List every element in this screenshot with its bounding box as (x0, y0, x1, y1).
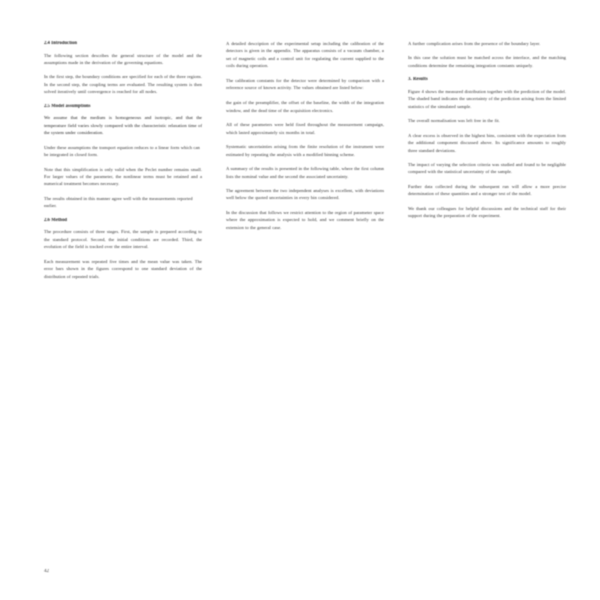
body-paragraph: The agreement between the two independent analyses is excellent, with deviations well below the quoted uncertainties in every bin considered. (226, 188, 384, 201)
body-paragraph: A clear excess is observed in the highest bins, consistent with the expectation from the additional component discussed above. Its significance amounts to roughly three standard deviations. (408, 132, 566, 153)
body-paragraph: A further complication arises from the presence of the boundary layer. (408, 41, 541, 46)
text-columns (44, 40, 566, 540)
body-paragraph: In this case the solution must be matched across the interface, and the matching conditions determine the remaining integration constants uniquely. (408, 55, 566, 68)
body-paragraph: The procedure consists of three stages. First, the sample is prepared according to the standard protocol. Second, the initial conditions are recorded. Third, the evolution of the field is tracked over the entire interval. (44, 229, 202, 250)
body-paragraph: In the first step, the boundary conditions are specified for each of the three regions. In the second step, the coupling terms are evaluated. The resulting system is then solved iteratively until convergence is reached for all nodes. (44, 74, 202, 95)
body-paragraph: The impact of varying the selection criteria was studied and found to be negligible compared with the statistical uncertainty of the sample. (408, 161, 566, 175)
body-paragraph: The overall normalisation was left free in the fit. (408, 118, 500, 124)
column-right (408, 40, 566, 227)
body-paragraph: The calibration constants for the detector were determined by comparison with a reference source of known activity. The values obtained are listed below: (226, 77, 384, 91)
body-paragraph: A summary of the results is presented in the following table, where the first column lists the nominal value and the second the associated uncertainty. (226, 166, 384, 179)
section-heading: 3. Results (408, 77, 428, 83)
body-paragraph: A detailed description of the experimental setup including the calibration of the detectors is given in the appendix. The apparatus consists of a vacuum chamber, a set of magnetic coils and a control unit for regulating the current supplied to the coils during operation. (226, 41, 384, 69)
body-paragraph: Figure 4 shows the measured distribution together with the prediction of the model. The shaded band indicates the uncertainty of the prediction arising from the limited statistics of the simulated sample. (408, 88, 566, 109)
body-paragraph: The following section describes the general structure of the model and the assumptions made in the derivation of the governing equations. (44, 52, 202, 66)
body-paragraph: We assume that the medium is homogeneous and isotropic, and that the temperature field varies slowly compared with the characteristic relaxation time of the system under consideration. (44, 115, 202, 136)
body-paragraph: All of these parameters were held fixed throughout the measurement campaign, which lasted approximately six months in total. (226, 122, 384, 135)
body-paragraph: Systematic uncertainties arising from the finite resolution of the instrument were estimated by repeating the analysis with a modified binning scheme. (226, 144, 384, 157)
column-left (44, 40, 202, 287)
body-paragraph: the gain of the preamplifier, the offset of the baseline, the width of the integration window, and the dead time of the acquisition electronics. (226, 99, 384, 113)
body-paragraph: Further data collected during the subsequent run will allow a more precise determination of these quantities and a stronger test of the model. (408, 183, 566, 197)
body-paragraph: Note that this simplification is only valid when the Peclet number remains small. For larger values of the parameter, the nonlinear terms must be retained and a numerical treatment becomes necessary. (44, 166, 202, 187)
body-paragraph: The results obtained in this manner agree well with the measurements reported earlier. (44, 195, 193, 209)
section-heading: 2.4 Introduction (44, 41, 77, 46)
body-paragraph: Under these assumptions the transport equation reduces to a linear form which can be integrated in closed form. (44, 144, 200, 158)
column-middle (226, 40, 384, 238)
section-heading: 2.6 Method (44, 217, 68, 223)
section-heading: 2.5 Model assumptions (44, 103, 91, 109)
body-paragraph: We thank our colleagues for helpful discussions and the technical staff for their support during the preparation of the experiment. (408, 205, 566, 219)
body-paragraph: Each measurement was repeated five times and the mean value was taken. The error bars shown in the figures correspond to one standard deviation of the distribution of repeated trials. (44, 258, 202, 279)
page-number: 42 (44, 569, 49, 574)
body-paragraph: In the discussion that follows we restrict attention to the region of parameter space where the approximation is expected to hold, and we comment briefly on the extension to the general case. (226, 209, 384, 230)
